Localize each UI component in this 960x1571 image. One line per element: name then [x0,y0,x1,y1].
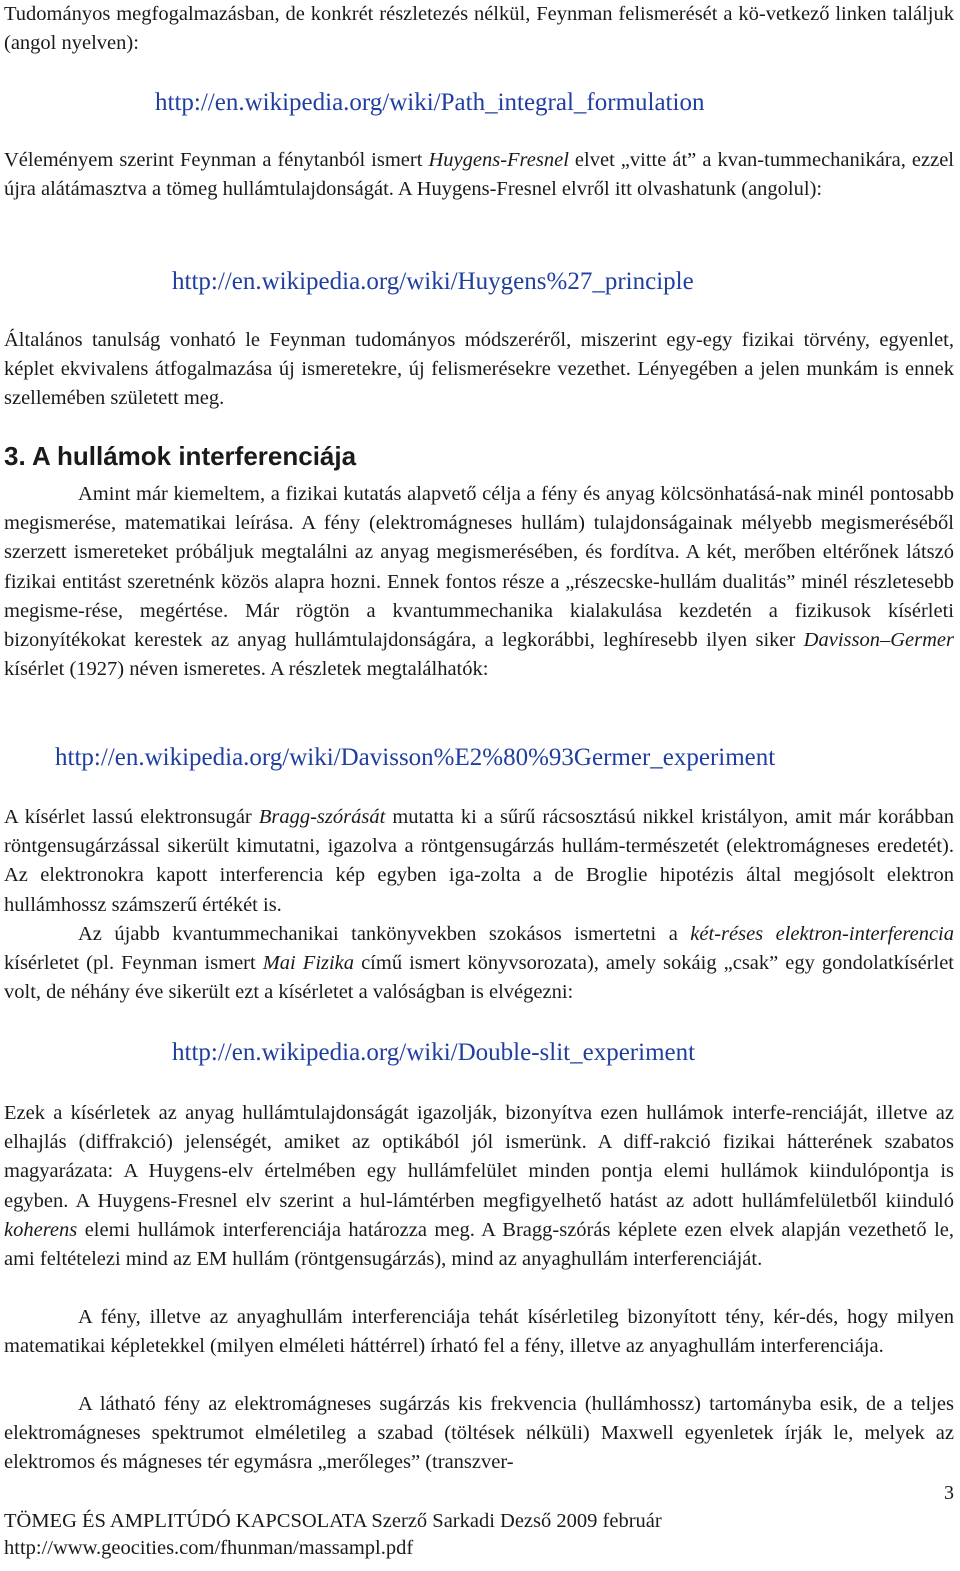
italic-term: Mai Fizika [262,952,355,975]
italic-term: Davisson–Germer [803,629,954,652]
paragraph-wave-interference: Amint már kiemeltem, a fizikai kutatás alapvető célja a fény és anyag kölcsönhatásá-nak minél pontosabb megismerése, matematikai leírása. A fény (elektromágneses hullám) tulajdonságainak mélyebb megismeréséből szerzett ismereteket próbáljuk megtalálni az anyag megismerésében, és fordítva. A két, merőben eltérőnek látszó fizikai entitást szeretnénk közös alapra hozni. Ennek fontos része a „részecske-hullám dualitás” minél részletesebb megisme-rése, megértése. Már rögtön a kvantummechanika kialakulása kezdetén a fizikusok kísérleti bizonyítékokat kerestek az anyag hullámtulajdonságára, a legkorábbi, leghíresebb ilyen siker Davisson–Germer kísérlet (1927) néven ismeretes. A részletek megtalálhatók: [4,483,954,681]
page-number: 3 [944,1482,954,1504]
italic-term: két-réses elektron-interferencia [690,923,954,945]
paragraph-text: Tudományos megfogalmazásban, de konkrét részletezés nélkül, Feynman felismerését a kö-vetkező linken találjuk (angol nyelven): [4,3,954,55]
paragraph-experiments: Ezek a kísérletek az anyag hullámtulajdonságát igazolják, bizonyítva ezen hullámok interfe-renciáját, illetve az elhajlás (diffrakció) jelenségét, amiket az optikából jól ismerünk. A diff-rakció fizikai hátterének szabatos magyarázata: A Huygens-elv értelmében egy hullámfelület minden pontja elemi hullámok kiindulópontja is egyben. A Huygens-Fresnel elv szerint a hul-lámtérben megfigyelhető hatást az adott hullámfelületből kiinduló koherens elemi hullámok interferenciája határozza meg. A Bragg-szórás képlete ezen elvek alapján vezethető le, ami feltételezi mind az EM hullám (röntgensugárzás), mind az anyaghullám interferenciáját. [4,1102,954,1271]
paragraph-visible-light: A látható fény az elektromágneses sugárzás kis frekvencia (hullámhossz) tartományba esik, de a teljes elektromágneses spektrumot elméletileg a szabad (töltések nélküli) Maxwell egyenletek írják le, melyek az elektromos és mágneses tér egymásra „merőleges” (transzver- [4,1393,954,1474]
paragraph-feynman-intro [4,0,954,58]
footer-title: TÖMEG ÉS AMPLITÚDÓ KAPCSOLATA Szerző Sarkadi Dezső 2009 február [4,1510,662,1532]
paragraph-huygens-fresnel: Véleményem szerint Feynman a fénytanból ismert Huygens-Fresnel elvet „vitte át” a kvan-tummechanikára, ezzel újra alátámasztva a tömeg hullámtulajdonságát. A Huygens-Fresnel elvről itt olvashatunk (angolul): [4,149,954,201]
italic-term: Huygens-Fresnel [428,149,569,171]
link-double-slit[interactable]: http://en.wikipedia.org/wiki/Double-slit_experiment [172,1039,696,1066]
link-path-integral[interactable]: http://en.wikipedia.org/wiki/Path_integral_formulation [155,89,705,116]
section-heading: 3. A hullámok interferenciája [4,441,357,471]
italic-term: koherens [4,1218,78,1241]
link-huygens-principle[interactable]: http://en.wikipedia.org/wiki/Huygens%27_principle [172,268,694,295]
paragraph-interference-fact: A fény, illetve az anyaghullám interferenciája tehát kísérletileg bizonyított tény, kér-dés, hogy milyen matematikai képletekkel (milyen elméleti háttérrel) írható fel a fény, illetve az anyaghullám interferenciája. [4,1306,954,1358]
italic-term: Bragg-szórását [258,806,386,828]
link-davisson-germer[interactable]: http://en.wikipedia.org/wiki/Davisson%E2%80%93Germer_experiment [55,744,776,771]
paragraph-bragg: A kísérlet lassú elektronsugár Bragg-szórását mutatta ki a sűrű rácsosztású nikkel kristályon, amit már korábban röntgensugárzással sikerült kimutatni, igazolva a röntgensugárzás hullám-természetét (elektromágneses eredetét). Az elektronokra kapott interferencia kép egyben iga-zolta a de Broglie hipotézis által megjósolt elektron hullámhossz számszerű értékét is. [4,806,954,916]
footer-url: http://www.geocities.com/fhunman/massampl.pdf [4,1537,414,1559]
paragraph-double-slit: Az újabb kvantummechanikai tankönyvekben szokásos ismertetni a két-réses elektron-interferencia kísérletet (pl. Feynman ismert Mai Fizika című ismert könyvsorozata), amely sokáig „csak” egy gondolatkísérlet volt, de néhány éve sikerült ezt a kísérletet a valóságban is elvégezni: [4,923,955,1004]
paragraph-general-lesson: Általános tanulság vonható le Feynman tudományos módszeréről, miszerint egy-egy fizikai törvény, egyenlet, képlet ekvivalens átfogalmazása új ismeretekre, új felismerésekre vezethet. Lényegében a jelen munkám is ennek szellemében született meg. [4,329,954,410]
